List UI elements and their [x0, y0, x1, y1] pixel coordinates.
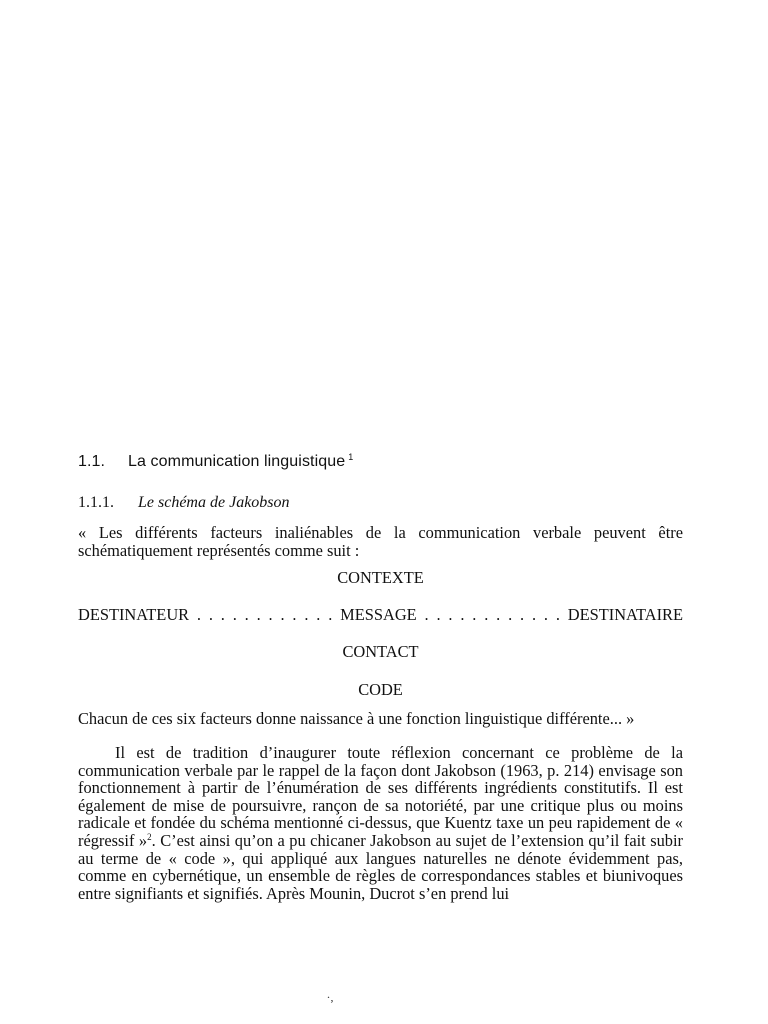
- quote-intro-paragraph: « Les différents facteurs inaliénables de la communication verbale peuvent être schématiquement représentés comme suit :: [78, 523, 683, 560]
- quote-end-paragraph: Chacun de ces six facteurs donne naissance à une fonction linguistique différente... »: [78, 709, 635, 728]
- schema-contact-label: CONTACT: [342, 642, 419, 661]
- schema-context-label: CONTEXTE: [337, 568, 424, 587]
- footnote-ref-2: 2: [147, 831, 152, 842]
- body-paragraph: [78, 744, 683, 902]
- subsection-heading: [78, 494, 290, 512]
- body-text-part1: Il est de tradition d’inaugurer toute réflexion concernant ce problème de la communication verbale par le rappel de la façon dont Jakobson (1963, p. 214) envisage son fonctionnement à partir de l’énumération de ses différents ingrédients constitutifs. Il est également de mise de poursuivre, rançon de sa notoriété, par une critique plus ou moins radicale et fondée du schéma mentionné ci-dessus, que Kuentz taxe un peu rapidement de « régressif »: [78, 743, 683, 850]
- schema-code-label: CODE: [358, 680, 403, 699]
- body-text-part2: . C’est ainsi qu’on a pu chicaner Jakobson au sujet de l’extension qu’il fait subir au terme de « code », qui appliqué aux langues naturelles ne dénote évidemment pas, comme en cybernétique, un ensemble de règles de correspondances stables et biunivoques entre signifiants et signifiés. Après Mounin, Ducrot s’en prend lui: [78, 830, 683, 903]
- subsection-title: Le schéma de Jakobson: [138, 494, 290, 511]
- section-heading: [78, 452, 353, 471]
- section-number: 1.1.: [78, 453, 106, 470]
- schema-sender-message-receiver: [78, 605, 683, 625]
- schema-middle-line: DESTINATEUR . . . . . . . . . . . . MESSAGE . . . . . . . . . . . . DESTINATAIRE: [78, 605, 683, 624]
- page-footer-mark: ·,: [326, 990, 334, 1004]
- footnote-ref-1: 1: [348, 452, 354, 462]
- subsection-number: 1.1.1.: [78, 494, 114, 511]
- section-title: La communication linguistique: [128, 453, 346, 470]
